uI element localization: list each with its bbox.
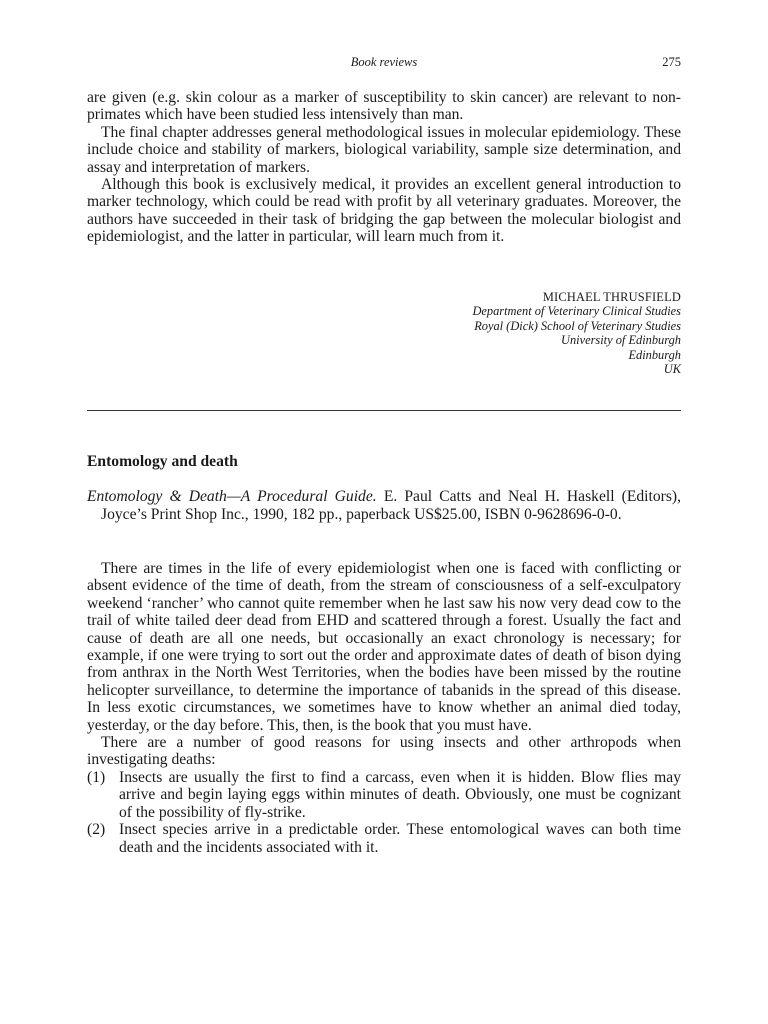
- book-citation: [87, 488, 681, 524]
- section-divider: [87, 410, 681, 411]
- reviewer-signature: [472, 290, 681, 376]
- list-item: [87, 769, 681, 821]
- review-body: [87, 560, 681, 856]
- reasons-list: [87, 769, 681, 856]
- list-item: [87, 821, 681, 856]
- paragraph: There are times in the life of every epidemiologist when one is faced with conflicting or absent evidence of the time of death, from the stream of consciousness of a self-exculpatory weekend ‘rancher’ who cannot quite remember when he last saw his now very dead cow to the trail of white tailed deer dead from EHD and scattered through a forest. Usually the fact and cause of death are all one needs, but occasionally an exact chronology is necessary; for example, if one were trying to sort out the order and approximate dates of death of bison dying from anthrax in the North West Territories, when the bodies have been missed by the routine helicopter surveillance, to determine the importance of tabanids in the spread of this disease. In less exotic circumstances, we sometimes have to know whether an animal died today, yesterday, or the day before. This, then, is the book that you must have.: [87, 560, 681, 734]
- reviewer-name: MICHAEL THRUSFIELD: [542, 290, 681, 304]
- review-heading: Entomology and death: [87, 453, 238, 470]
- paragraph: are given (e.g. skin colour as a marker of susceptibility to skin cancer) are relevant to non-primates which have been studied less intensively than man.: [87, 89, 681, 124]
- book-title: Entomology & Death—A Procedural Guide.: [87, 488, 377, 505]
- paragraph: Although this book is exclusively medical, it provides an excellent general introduction to marker technology, which could be read with profit by all veterinary graduates. Moreover, the authors have succeeded in their task of bridging the gap between the molecular biologist and epidemiologist, and the latter in particular, will learn much from it.: [87, 176, 681, 246]
- page-number: 275: [662, 55, 681, 69]
- list-item-text: Insects are usually the first to find a carcass, even when it is hidden. Blow flies may arrive and begin laying eggs within minutes of death. Obviously, one must be cognizant of the possibility of fly-strike.: [119, 768, 681, 821]
- list-item-text: Insect species arrive in a predictable order. These entomological waves can both time death and the incidents associated with it.: [119, 821, 681, 856]
- affiliation-line: Royal (Dick) School of Veterinary Studies: [474, 318, 681, 333]
- running-title: Book reviews: [350, 55, 418, 69]
- affiliation-line: University of Edinburgh: [561, 333, 681, 348]
- list-marker: (1): [87, 768, 106, 786]
- running-head: [87, 55, 681, 73]
- previous-review-text: [87, 89, 681, 246]
- paragraph: The final chapter addresses general methodological issues in molecular epidemiology. These include choice and stability of markers, biological variability, sample size determination, and assay and interpretation of markers.: [87, 123, 681, 176]
- affiliation-line: UK: [663, 362, 681, 377]
- book-details: E. Paul Catts and Neal H. Haskell (Editors), Joyce’s Print Shop Inc., 1990, 182 pp., paperback US$25.00, ISBN 0-9628696-0-0.: [101, 488, 681, 523]
- list-marker: (2): [87, 821, 106, 839]
- affiliation-line: Edinburgh: [628, 347, 681, 362]
- paragraph: There are a number of good reasons for using insects and other arthropods when investigating deaths:: [87, 734, 681, 769]
- page: [87, 0, 681, 1024]
- affiliation-line: Department of Veterinary Clinical Studies: [472, 304, 681, 319]
